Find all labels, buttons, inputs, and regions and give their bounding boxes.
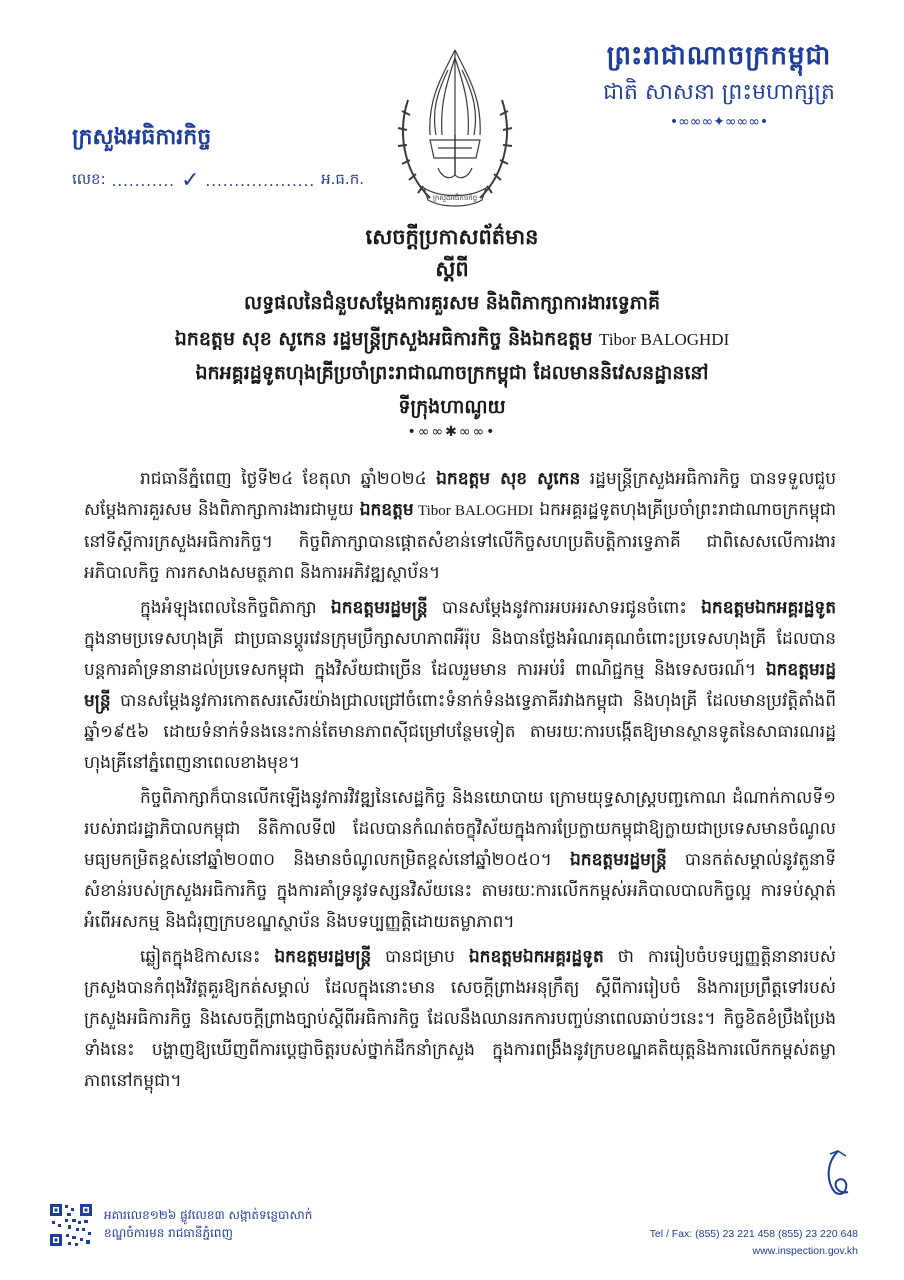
- reference-dots-right: ...................: [205, 171, 316, 190]
- press-release-title: សេចក្តីប្រកាសព័ត៌មាន: [365, 224, 539, 249]
- footer: [40, 1200, 864, 1260]
- p2-text-e: ក្នុងនាមប្រទេសហុងគ្រី ជាប្រធានប្តូរវេនក្រុមប្រឹក្សាសហភាពអឺរ៉ុប និងបានថ្លែងអំណរគុណចំពោះប្រទេសហុងគ្រី ដែលបានបន្តការគាំទ្រនានាដល់ប្រទេសកម្ពុជា ក្នុងវិស័យជាច្រើន ដែលរួមមាន ការអប់រំ ពាណិជ្ជកម្ម និងទេសចរណ៍។: [84, 629, 836, 680]
- p4-text-a: ឆ្លៀតក្នុងឱកាសនេះ: [140, 947, 275, 967]
- ministry-emblem-icon: [380, 40, 530, 220]
- title-participants: [60, 324, 844, 355]
- p4-ambassador: ឯកឧត្តមឯកអគ្គរដ្ឋទូត: [468, 947, 604, 967]
- ministry-block: [72, 120, 364, 193]
- p1-excellency: ឯកឧត្តម: [359, 500, 414, 520]
- address-line-2: ខណ្ឌចំការមន រាជធានីភ្នំពេញ: [104, 1226, 233, 1240]
- p1-text-c: រដ្ឋមន្ត្រីក្រសួងអធិការកិច្ច បានទទួលជួបសម្តែងការគួរសម និងពិភាក្សាការងារជាមួយ: [84, 469, 836, 520]
- title-city: ទីក្រុងហាណូយ: [398, 396, 506, 418]
- p4-text-e: ថា ការរៀបចំបទប្បញ្ញត្តិនានារបស់ក្រសួងបានកំពុងវិវត្តគួរឱ្យកត់សម្គាល់ ដែលក្នុងនោះមាន សេចក្តីព្រាងអនុក្រឹត្យ ស្តីពីការរៀបចំ និងការប្រព្រឹត្តទៅរបស់ក្រសួងអធិការកិច្ច និងសេចក្តីព្រាងច្បាប់ស្តីពីអធិការកិច្ច ដែលនឹងឈានរកការបញ្ចប់នាពេលឆាប់ៗនេះ។ កិច្ចខិតខំប្រឹងប្រែងទាំងនេះ បង្ហាញឱ្យឃើញពីការប្តេជ្ញាចិត្តរបស់ថ្នាក់ដឹកនាំក្រសួង ក្នុងការពង្រឹងនូវក្របខណ្ឌគតិយុត្តនិងការលើកកម្ពស់តម្លាភាពនៅកម្ពុជា។: [84, 947, 836, 1091]
- p2-minister: ឯកឧត្តមរដ្ឋមន្ត្រី: [330, 598, 428, 618]
- p1-text-f: ឯកអគ្គរដ្ឋទូតហុងគ្រីប្រចាំព្រះរាជាណាចក្រកម្ពុជា នៅទីស្តីការក្រសួងអធិការកិច្ច។ កិច្ចពិភាក្សាបានផ្តោតសំខាន់ទៅលើកិច្ចសហប្រតិបត្តិការទ្វេភាគី ជាពិសេសលើការងារអភិបាលកិច្ច ការកសាងសមត្ថភាព និងការអភិវឌ្ឍស្ថាប័ន។: [84, 500, 837, 583]
- signature-initial-icon: [818, 1146, 858, 1206]
- kingdom-title: ព្រះរាជាណាចក្រកម្ពុជា: [606, 41, 832, 71]
- p1-ambassador-name: Tibor BALOGHDI: [413, 503, 534, 519]
- reference-number: [72, 168, 364, 193]
- title-ambassador: ឯកអគ្គរដ្ឋទូតហុងគ្រីប្រចាំព្រះរាជាណាចក្រកម្ពុជា ដែលមាននិវេសនដ្ឋាននៅ: [195, 362, 709, 384]
- kingdom-motto: ជាតិ សាសនា ព្រះមហាក្សត្រ: [603, 80, 835, 105]
- p2-minister-2: ឯកឧត្តមរដ្ឋមន្ត្រី: [84, 660, 836, 711]
- paragraph-1: [84, 464, 836, 589]
- p4-text-c: បានជម្រាប: [371, 947, 469, 967]
- header-divider: •∞∞∞✦∞∞∞•: [669, 114, 769, 130]
- p4-minister: ឯកឧត្តមរដ្ឋមន្ត្រី: [274, 947, 372, 967]
- reference-dots-left: ...........: [111, 171, 176, 190]
- website-link[interactable]: www.inspection.gov.kh: [752, 1245, 858, 1257]
- title-participants-kh: ឯកឧត្តម សុខ សូកេន រដ្ឋមន្ត្រីក្រសួងអធិការកិច្ច និងឯកឧត្តម: [174, 328, 593, 350]
- p3-text-c: បានកត់សម្គាល់នូវតួនាទីសំខាន់របស់ក្រសួងអធិការកិច្ច ក្នុងការគាំទ្រនូវទស្សនវិស័យនេះ តាមរយៈការលើកកម្ពស់អភិបាលបាលកិច្ចល្អ ការទប់ស្កាត់អំពើអសកម្ម និងជំរុញក្របខណ្ឌស្ថាប័ន និងបទប្បញ្ញត្តិដោយតម្លាភាព។: [84, 850, 836, 932]
- title-about: ស្តីពី: [435, 256, 469, 281]
- reference-label: លេខ:: [72, 169, 106, 188]
- paragraph-3: [84, 783, 836, 938]
- qr-code-icon[interactable]: [48, 1202, 94, 1248]
- title-subject: លទ្ធផលនៃជំនួបសម្តែងការគួរសម និងពិភាក្សាការងារទ្វេភាគី: [243, 292, 661, 314]
- title-participants-latin: Tibor BALOGHDI: [599, 330, 730, 349]
- check-mark-icon: ✓: [181, 168, 200, 193]
- paragraph-2: [84, 593, 836, 779]
- address-line-1: អគារលេខ១២៦ ផ្លូវលេខ៣ សង្កាត់ទន្លេបាសាក់: [104, 1208, 313, 1222]
- p2-text-c: បានសម្តែងនូវការអបអរសាទរជូនចំពោះ: [427, 598, 702, 618]
- paragraph-4: [84, 942, 836, 1097]
- p3-text-a: កិច្ចពិភាក្សាក៏បានលើកឡើងនូវការវិវឌ្ឍនៃសេដ្ឋកិច្ច និងនយោបាយ ក្រោមយុទ្ធសាស្ត្របញ្ចកោណ ដំណាក់កាលទី១ របស់រាជរដ្ឋាភិបាលកម្ពុជា នីតិកាលទី៧ ដែលបានកំណត់ចក្ខុវិស័យក្នុងការប្រែក្លាយកម្ពុជាឱ្យក្លាយជាប្រទេសមានចំណូលមធ្យមកម្រិតខ្ពស់នៅឆ្នាំ២០៣០ និងមានចំណូលកម្រិតខ្ពស់នៅឆ្នាំ២០៥០។: [84, 788, 836, 870]
- body-text: [84, 464, 836, 1101]
- kingdom-header: [574, 36, 864, 130]
- p2-text-g: បានសម្តែងនូវការកោតសរសើរយ៉ាងជ្រាលជ្រៅចំពោះទំនាក់ទំនងទ្វេភាគីរវាងកម្ពុជា និងហុងគ្រី ដែលមានប្រវត្តិតាំងពីឆ្នាំ១៩៥៦ ដោយទំនាក់ទំនងនេះកាន់តែមានភាពស៊ីជម្រៅបន្ថែមទៀត តាមរយៈការបង្កើតឱ្យមានស្ថានទូតនៃសាធារណរដ្ឋហុងគ្រីនៅភ្នំពេញនាពេលខាងមុខ។: [84, 691, 836, 773]
- title-ornament: •∞∞✱∞∞•: [407, 424, 497, 440]
- emblem-label: ក្រសួងអធិការកិច្ច: [432, 194, 478, 202]
- p2-text-a: ក្នុងអំឡុងពេលនៃកិច្ចពិភាក្សា: [140, 598, 331, 618]
- footer-address: [104, 1206, 312, 1242]
- p3-minister: ឯកឧត្តមរដ្ឋមន្ត្រី: [570, 850, 667, 870]
- p2-ambassador: ឯកឧត្តមឯកអគ្គរដ្ឋទូត: [701, 598, 836, 618]
- p1-text-a: រាជធានីភ្នំពេញ ថ្ងៃទី២៤ ខែតុលា ឆ្នាំ២០២៤: [140, 469, 437, 489]
- footer-contact: [650, 1226, 858, 1260]
- p1-minister-name: ឯកឧត្តម សុខ សូកេន: [436, 469, 581, 489]
- ministry-name: ក្រសួងអធិការកិច្ច: [72, 124, 212, 150]
- reference-suffix: អ.ធ.ក.: [321, 169, 364, 188]
- phone-fax: Tel / Fax: (855) 23 221 458 (855) 23 220 648: [649, 1228, 858, 1240]
